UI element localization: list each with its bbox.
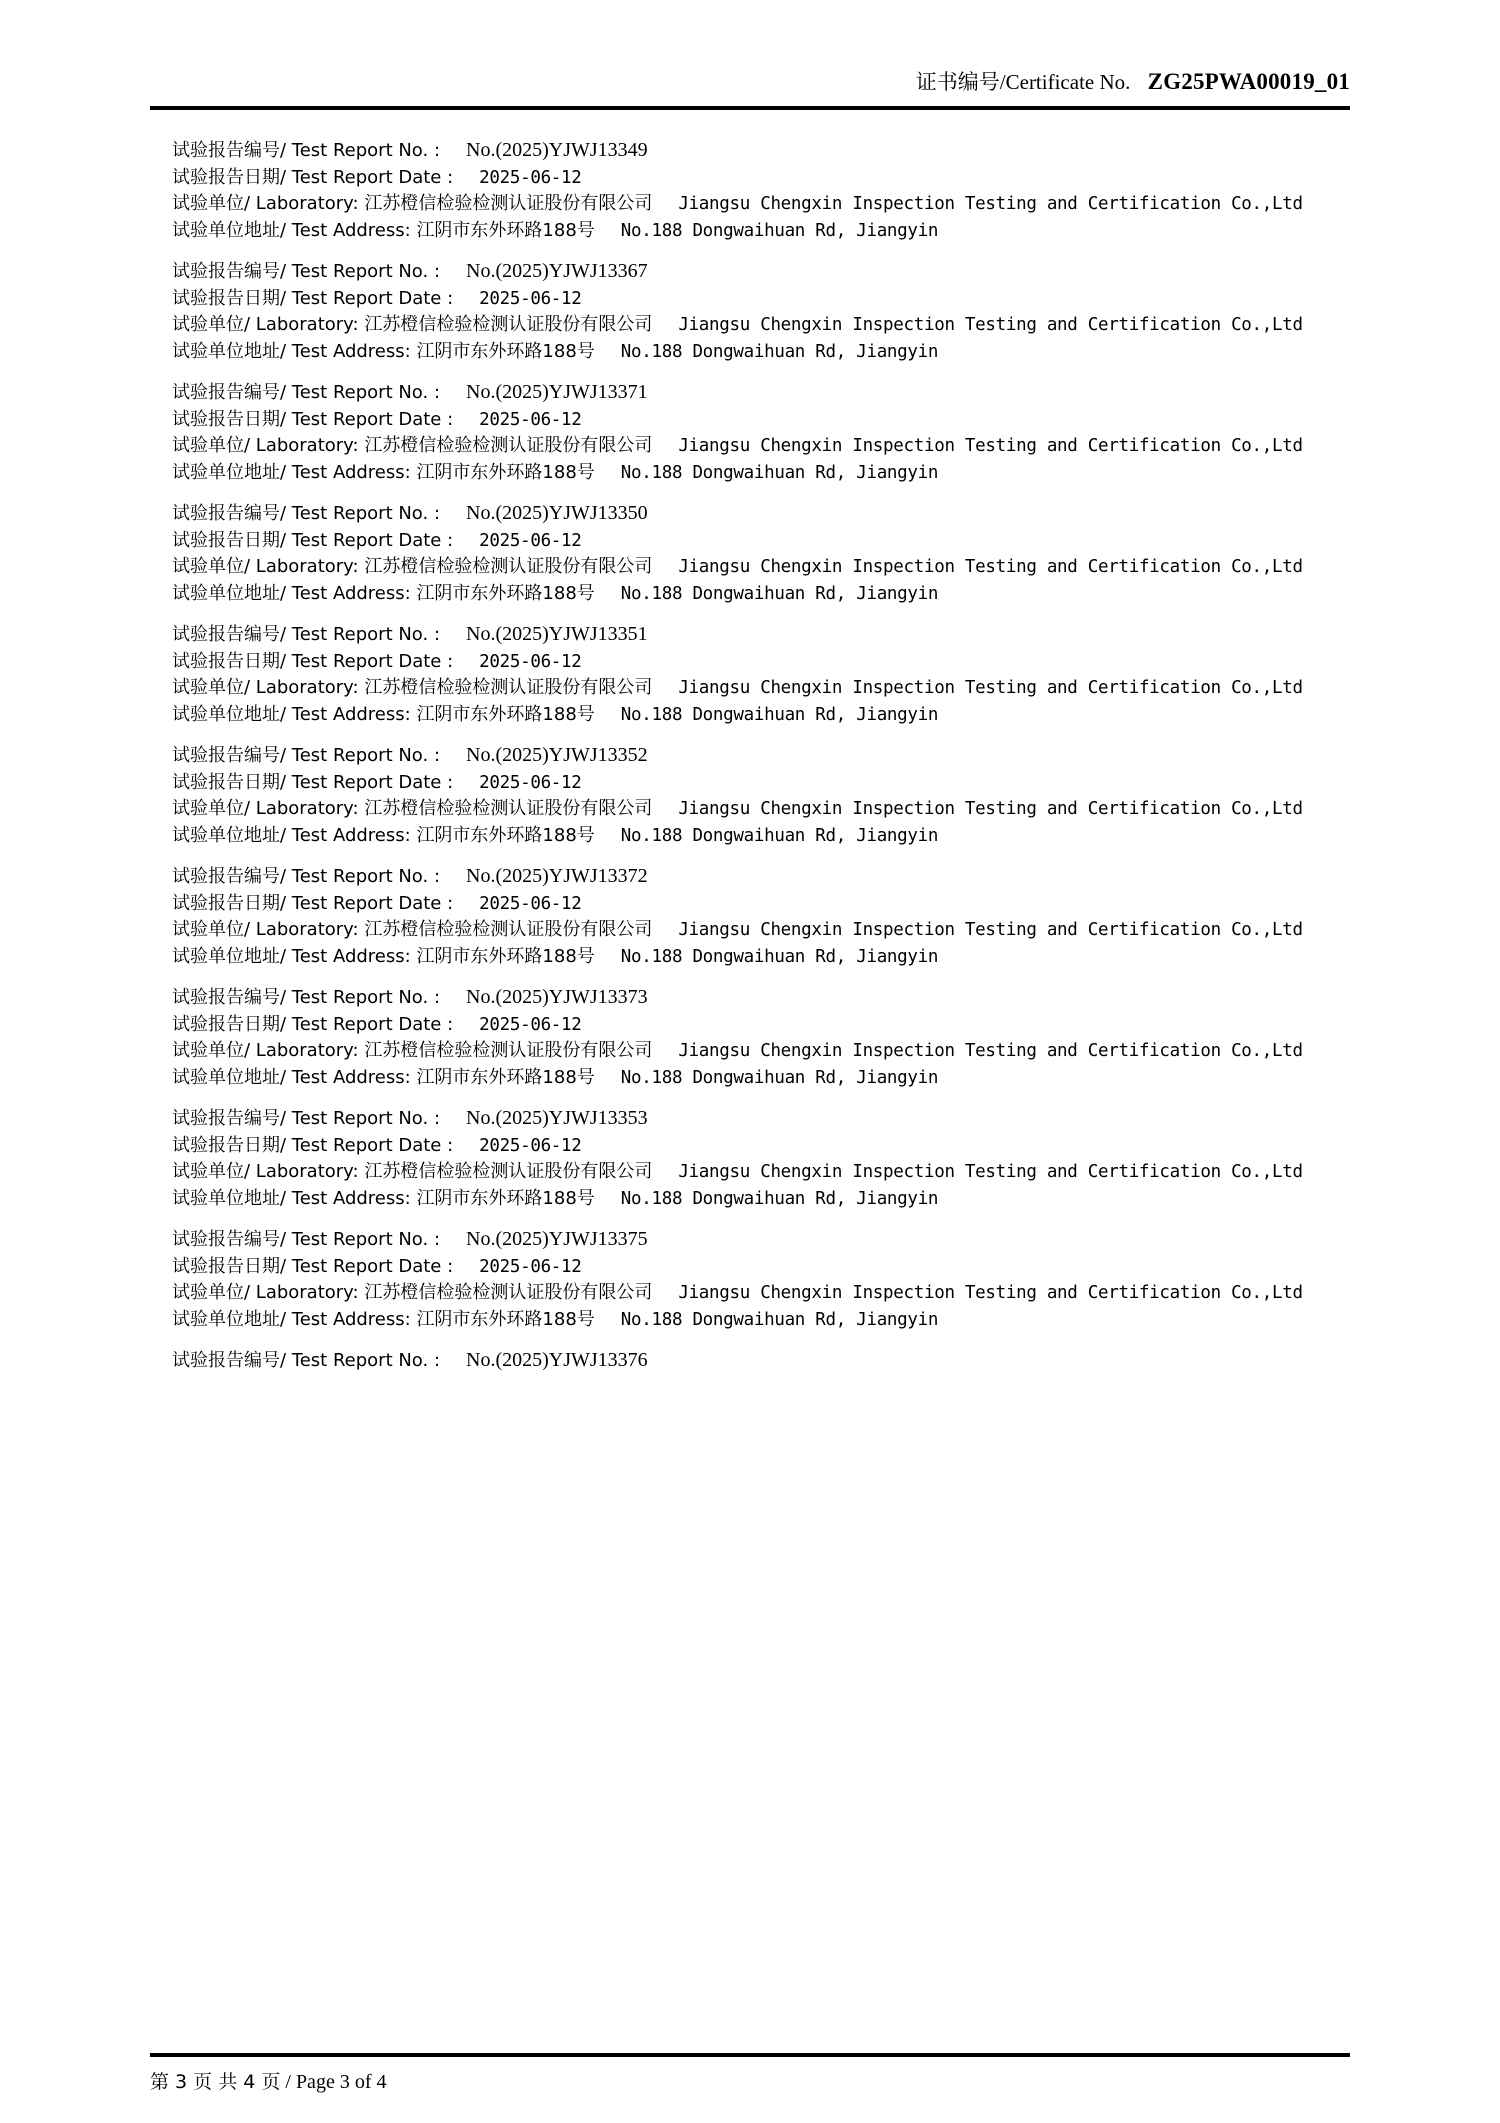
test-report-block [172,987,1350,1087]
laboratory-name-cn: 江苏橙信检验检测认证股份有限公司 [364,1282,653,1303]
test-report-no-line [172,1350,1350,1371]
test-report-no-value: No.(2025)YJWJ13371 [466,381,648,403]
laboratory-name-cn: 江苏橙信检验检测认证股份有限公司 [364,1161,653,1182]
test-report-block [172,1229,1350,1329]
page-footer [150,2053,1350,2123]
laboratory-name-en: Jiangsu Chengxin Inspection Testing and Certification Co.,Ltd [678,799,1303,819]
page-number [150,2067,386,2094]
test-report-no-line [172,987,1350,1008]
laboratory-name-en: Jiangsu Chengxin Inspection Testing and Certification Co.,Ltd [678,678,1303,698]
test-report-date-label: 试验报告日期/ Test Report Date : [172,650,454,672]
page-number-en: Page 3 of 4 [295,2071,387,2093]
address-line [172,463,1350,483]
test-report-no-value: No.(2025)YJWJ13353 [466,1107,648,1129]
test-report-no-label: 试验报告编号/ Test Report No. : [172,1108,441,1129]
test-report-date-value: 2025-06-12 [479,167,582,188]
test-report-no-label: 试验报告编号/ Test Report No. : [172,382,441,403]
laboratory-label: 试验单位/ Laboratory: [172,798,365,819]
address-label: 试验单位地址/ Test Address: [172,1308,417,1330]
test-report-date-line [172,1015,1350,1035]
address-value-en: No.188 Dongwaihuan Rd, Jiangyin [620,1309,939,1330]
test-report-date-value: 2025-06-12 [479,1135,582,1156]
test-report-date-line [172,410,1350,430]
address-line [172,584,1350,604]
test-report-date-label: 试验报告日期/ Test Report Date : [172,529,454,551]
certificate-no-label: 证书编号/Certificate No. [915,70,1131,94]
test-report-date-value: 2025-06-12 [479,893,582,914]
test-report-date-value: 2025-06-12 [479,772,582,793]
test-report-no-value: No.(2025)YJWJ13373 [466,986,648,1008]
laboratory-name-cn: 江苏橙信检验检测认证股份有限公司 [364,919,653,940]
test-report-date-value: 2025-06-12 [479,1256,582,1277]
laboratory-name-en: Jiangsu Chengxin Inspection Testing and Certification Co.,Ltd [678,1283,1303,1303]
test-report-block [172,866,1350,966]
test-report-date-value: 2025-06-12 [479,409,582,430]
laboratory-name-en: Jiangsu Chengxin Inspection Testing and Certification Co.,Ltd [678,315,1303,335]
laboratory-label: 试验单位/ Laboratory: [172,435,365,456]
laboratory-label: 试验单位/ Laboratory: [172,919,365,940]
address-line [172,1189,1350,1209]
footer-divider [150,2053,1350,2057]
test-report-no-value: No.(2025)YJWJ13350 [466,502,648,524]
test-report-date-line [172,289,1350,309]
test-report-no-line [172,503,1350,524]
test-report-date-label: 试验报告日期/ Test Report Date : [172,408,454,430]
address-label: 试验单位地址/ Test Address: [172,945,417,967]
laboratory-line [172,194,1350,214]
laboratory-label: 试验单位/ Laboratory: [172,556,365,577]
address-label: 试验单位地址/ Test Address: [172,1066,417,1088]
test-report-no-line [172,866,1350,887]
address-value-en: No.188 Dongwaihuan Rd, Jiangyin [620,220,939,241]
laboratory-name-en: Jiangsu Chengxin Inspection Testing and Certification Co.,Ltd [678,920,1303,940]
laboratory-line [172,315,1350,335]
test-report-no-label: 试验报告编号/ Test Report No. : [172,503,441,524]
address-value-en: No.188 Dongwaihuan Rd, Jiangyin [620,1188,939,1209]
address-value-cn: 江阴市东外环路188号 [416,824,595,846]
test-report-block [172,1350,1350,1371]
page-number-separator: / [285,2071,291,2093]
test-report-no-line [172,140,1350,161]
address-value-en: No.188 Dongwaihuan Rd, Jiangyin [620,1067,939,1088]
address-value-en: No.188 Dongwaihuan Rd, Jiangyin [620,946,939,967]
test-report-no-value: No.(2025)YJWJ13372 [466,865,648,887]
address-line [172,1068,1350,1088]
address-value-cn: 江阴市东外环路188号 [416,582,595,604]
test-report-date-label: 试验报告日期/ Test Report Date : [172,1255,454,1277]
laboratory-name-cn: 江苏橙信检验检测认证股份有限公司 [364,314,653,335]
certificate-no-value: ZG25PWA00019_01 [1147,69,1350,94]
test-report-date-value: 2025-06-12 [479,530,582,551]
report-list [172,140,1350,1392]
test-report-date-value: 2025-06-12 [479,288,582,309]
address-line [172,342,1350,362]
test-report-no-label: 试验报告编号/ Test Report No. : [172,987,441,1008]
test-report-no-line [172,1108,1350,1129]
test-report-block [172,1108,1350,1208]
laboratory-name-en: Jiangsu Chengxin Inspection Testing and Certification Co.,Ltd [678,1162,1303,1182]
address-label: 试验单位地址/ Test Address: [172,582,417,604]
address-value-cn: 江阴市东外环路188号 [416,945,595,967]
test-report-no-value: No.(2025)YJWJ13352 [466,744,648,766]
test-report-block [172,624,1350,724]
address-value-cn: 江阴市东外环路188号 [416,340,595,362]
laboratory-label: 试验单位/ Laboratory: [172,1040,365,1061]
test-report-no-value: No.(2025)YJWJ13349 [466,139,648,161]
laboratory-name-en: Jiangsu Chengxin Inspection Testing and Certification Co.,Ltd [678,1041,1303,1061]
laboratory-name-en: Jiangsu Chengxin Inspection Testing and Certification Co.,Ltd [678,436,1303,456]
address-label: 试验单位地址/ Test Address: [172,1187,417,1209]
laboratory-label: 试验单位/ Laboratory: [172,1282,365,1303]
test-report-no-line [172,1229,1350,1250]
address-value-en: No.188 Dongwaihuan Rd, Jiangyin [620,341,939,362]
test-report-date-label: 试验报告日期/ Test Report Date : [172,287,454,309]
address-value-cn: 江阴市东外环路188号 [416,1187,595,1209]
test-report-no-value: No.(2025)YJWJ13351 [466,623,648,645]
address-value-en: No.188 Dongwaihuan Rd, Jiangyin [620,583,939,604]
laboratory-line [172,1041,1350,1061]
test-report-date-label: 试验报告日期/ Test Report Date : [172,771,454,793]
test-report-no-line [172,624,1350,645]
address-value-cn: 江阴市东外环路188号 [416,461,595,483]
test-report-no-value: No.(2025)YJWJ13376 [466,1349,648,1371]
laboratory-name-en: Jiangsu Chengxin Inspection Testing and Certification Co.,Ltd [678,194,1303,214]
laboratory-line [172,799,1350,819]
test-report-date-label: 试验报告日期/ Test Report Date : [172,1013,454,1035]
test-report-no-label: 试验报告编号/ Test Report No. : [172,624,441,645]
test-report-block [172,745,1350,845]
laboratory-line [172,1162,1350,1182]
test-report-no-label: 试验报告编号/ Test Report No. : [172,1350,441,1371]
address-value-cn: 江阴市东外环路188号 [416,1308,595,1330]
laboratory-label: 试验单位/ Laboratory: [172,193,365,214]
address-label: 试验单位地址/ Test Address: [172,461,417,483]
page-number-cn: 第 3 页 共 4 页 [150,2071,281,2093]
address-value-en: No.188 Dongwaihuan Rd, Jiangyin [620,462,939,483]
test-report-date-line [172,894,1350,914]
test-report-no-value: No.(2025)YJWJ13375 [466,1228,648,1250]
address-value-cn: 江阴市东外环路188号 [416,219,595,241]
test-report-no-label: 试验报告编号/ Test Report No. : [172,140,441,161]
address-label: 试验单位地址/ Test Address: [172,824,417,846]
header-divider [150,106,1350,110]
test-report-date-label: 试验报告日期/ Test Report Date : [172,1134,454,1156]
laboratory-name-cn: 江苏橙信检验检测认证股份有限公司 [364,798,653,819]
test-report-no-label: 试验报告编号/ Test Report No. : [172,745,441,766]
test-report-no-label: 试验报告编号/ Test Report No. : [172,866,441,887]
address-label: 试验单位地址/ Test Address: [172,340,417,362]
laboratory-label: 试验单位/ Laboratory: [172,1161,365,1182]
test-report-no-line [172,382,1350,403]
address-line [172,1310,1350,1330]
laboratory-line [172,1283,1350,1303]
laboratory-name-cn: 江苏橙信检验检测认证股份有限公司 [364,677,653,698]
test-report-date-label: 试验报告日期/ Test Report Date : [172,892,454,914]
address-line [172,947,1350,967]
address-value-en: No.188 Dongwaihuan Rd, Jiangyin [620,825,939,846]
address-line [172,705,1350,725]
laboratory-name-cn: 江苏橙信检验检测认证股份有限公司 [364,193,653,214]
test-report-date-value: 2025-06-12 [479,651,582,672]
laboratory-line [172,678,1350,698]
address-line [172,221,1350,241]
test-report-block [172,261,1350,361]
test-report-block [172,503,1350,603]
laboratory-name-cn: 江苏橙信检验检测认证股份有限公司 [364,435,653,456]
laboratory-name-cn: 江苏橙信检验检测认证股份有限公司 [364,556,653,577]
test-report-no-line [172,261,1350,282]
laboratory-label: 试验单位/ Laboratory: [172,314,365,335]
laboratory-line [172,557,1350,577]
address-value-en: No.188 Dongwaihuan Rd, Jiangyin [620,704,939,725]
page-header [150,66,1350,96]
test-report-no-label: 试验报告编号/ Test Report No. : [172,1229,441,1250]
test-report-date-line [172,1136,1350,1156]
laboratory-name-en: Jiangsu Chengxin Inspection Testing and Certification Co.,Ltd [678,557,1303,577]
test-report-block [172,382,1350,482]
test-report-no-line [172,745,1350,766]
test-report-date-value: 2025-06-12 [479,1014,582,1035]
test-report-date-line [172,1257,1350,1277]
test-report-date-line [172,531,1350,551]
test-report-no-label: 试验报告编号/ Test Report No. : [172,261,441,282]
laboratory-name-cn: 江苏橙信检验检测认证股份有限公司 [364,1040,653,1061]
test-report-date-line [172,773,1350,793]
laboratory-line [172,436,1350,456]
test-report-date-line [172,652,1350,672]
address-line [172,826,1350,846]
test-report-no-value: No.(2025)YJWJ13367 [466,260,648,282]
address-label: 试验单位地址/ Test Address: [172,219,417,241]
test-report-date-label: 试验报告日期/ Test Report Date : [172,166,454,188]
address-value-cn: 江阴市东外环路188号 [416,703,595,725]
laboratory-line [172,920,1350,940]
test-report-date-line [172,168,1350,188]
laboratory-label: 试验单位/ Laboratory: [172,677,365,698]
test-report-block [172,140,1350,240]
address-label: 试验单位地址/ Test Address: [172,703,417,725]
address-value-cn: 江阴市东外环路188号 [416,1066,595,1088]
